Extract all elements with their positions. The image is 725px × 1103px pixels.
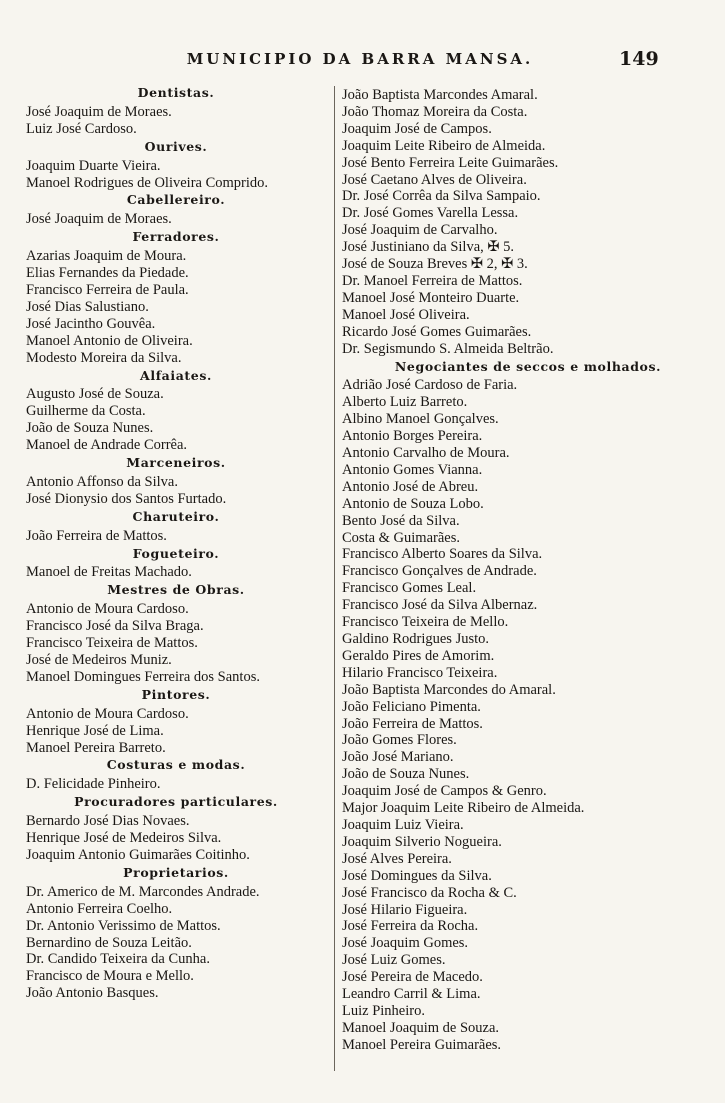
list-entry: Joaquim Silverio Nogueira.	[342, 833, 502, 850]
list-entry: José Francisco da Rocha & C.	[342, 884, 517, 901]
list-entry: José de Souza Breves ✠ 2, ✠ 3.	[342, 256, 528, 273]
list-entry: Luiz Pinheiro.	[342, 1002, 425, 1019]
section-ourives	[26, 139, 326, 192]
list-entry: Joaquim Antonio Guimarães Coitinho.	[26, 846, 250, 863]
section-charuteiro	[26, 509, 326, 545]
list-entry: Antonio Affonso da Silva.	[26, 473, 178, 490]
list-entry: Henrique José de Lima.	[26, 722, 164, 739]
list-entry: João Thomaz Moreira da Costa.	[342, 103, 528, 120]
section-heading: Fogueteiro.	[132, 545, 220, 561]
list-entry: José Domingues da Silva.	[342, 867, 492, 884]
list-entry: João Ferreira de Mattos.	[26, 527, 167, 544]
list-entry: Costa & Guimarães.	[342, 529, 460, 546]
section-heading: Costuras e modas.	[106, 757, 246, 773]
section-heading: Alfaiates.	[140, 367, 212, 383]
list-entry: Manoel de Andrade Corrêa.	[26, 437, 188, 454]
list-entry: Francisco Teixeira de Mello.	[342, 614, 509, 631]
list-entry: Antonio de Moura Cardoso.	[26, 705, 189, 722]
list-entry: D. Felicidade Pinheiro.	[26, 776, 161, 793]
list-entry: José Ferreira da Rocha.	[342, 918, 479, 935]
list-entry: Dr. José Gomes Varella Lessa.	[342, 205, 519, 222]
list-entry: José Bento Ferreira Leite Guimarães.	[342, 154, 559, 171]
list-entry: Albino Manoel Gonçalves.	[342, 411, 499, 428]
list-entry: João Gomes Flores.	[342, 732, 457, 749]
list-entry: Leandro Carril & Lima.	[342, 986, 481, 1003]
list-entry: Manoel Domingues Ferreira dos Santos.	[26, 668, 260, 685]
list-entry: Bernardo José Dias Novaes.	[26, 813, 190, 830]
left-column	[26, 84, 326, 1002]
list-entry: João Baptista Marcondes Amaral.	[342, 87, 538, 103]
list-entry: Antonio Borges Pereira.	[342, 428, 483, 445]
list-entry: Francisco de Moura e Mello.	[26, 968, 194, 985]
list-entry: José Jacintho Gouvêa.	[26, 315, 156, 332]
list-entry: Dr. José Corrêa da Silva Sampaio.	[342, 188, 541, 205]
list-entry: Francisco Teixeira de Mattos.	[26, 635, 198, 652]
section-heading: Proprietarios.	[123, 864, 229, 880]
list-entry: Major Joaquim Leite Ribeiro de Almeida.	[342, 800, 585, 817]
list-entry: Modesto Moreira da Silva.	[26, 349, 182, 366]
list-entry: João Baptista Marcondes do Amaral.	[342, 681, 556, 698]
section-costuras-e-modas	[26, 757, 326, 793]
list-entry: Dr. Americo de M. Marcondes Andrade.	[26, 883, 260, 900]
list-entry: José Alves Pereira.	[342, 850, 452, 867]
list-entry: Francisco Alberto Soares da Silva.	[342, 546, 543, 563]
section-fogueteiro	[26, 546, 326, 582]
list-entry: Antonio Gomes Vianna.	[342, 461, 483, 478]
section-heading: Mestres de Obras.	[107, 582, 245, 598]
list-entry: Manoel Rodrigues de Oliveira Comprido.	[26, 174, 269, 191]
list-entry: Azarias Joaquim de Moura.	[26, 248, 187, 265]
list-entry: Augusto José de Souza.	[26, 386, 164, 403]
list-entry: Bento José da Silva.	[342, 512, 460, 529]
section-alfaiates	[26, 368, 326, 455]
list-entry: Dr. Segismundo S. Almeida Beltrão.	[342, 340, 554, 357]
section-heading: Pintores.	[141, 686, 211, 702]
list-entry: João Ferreira de Mattos.	[342, 715, 483, 732]
section-ferradores	[26, 229, 326, 366]
list-entry: José Luiz Gomes.	[342, 952, 446, 969]
list-entry: Geraldo Pires de Amorim.	[342, 647, 495, 664]
section-heading: Dentistas.	[137, 85, 215, 100]
page-number: 149	[619, 48, 659, 70]
list-entry: Alberto Luiz Barreto.	[342, 394, 468, 411]
list-entry: Joaquim Leite Ribeiro de Almeida.	[342, 137, 546, 154]
list-entry: Joaquim José de Campos & Genro.	[342, 783, 547, 800]
list-entry: Antonio de Moura Cardoso.	[26, 601, 189, 618]
section-heading: Ourives.	[144, 138, 208, 154]
section-procuradores-particulares	[26, 794, 326, 864]
list-entry: João José Mariano.	[342, 749, 454, 766]
list-entry: Antonio Carvalho de Moura.	[342, 445, 510, 462]
list-entry: José Justiniano da Silva, ✠ 5.	[342, 239, 515, 256]
list-entry: Francisco José da Silva Braga.	[26, 618, 204, 635]
section-heading: Ferradores.	[132, 229, 220, 245]
list-entry: Galdino Rodrigues Justo.	[342, 631, 490, 647]
list-entry: Manoel Pereira Barreto.	[26, 739, 166, 756]
section-mestres-de-obras	[26, 582, 326, 685]
list-entry: José Joaquim Gomes.	[342, 935, 469, 952]
list-entry: Antonio José de Abreu.	[342, 478, 479, 495]
section-heading: Marceneiros.	[126, 455, 226, 471]
list-entry: Adrião José Cardoso de Faria.	[342, 377, 518, 394]
list-entry: Dr. Manoel Ferreira de Mattos.	[342, 272, 523, 289]
list-entry: Henrique José de Medeiros Silva.	[26, 830, 222, 847]
list-entry: Manoel de Freitas Machado.	[26, 564, 192, 581]
list-entry: José Dias Salustiano.	[26, 298, 149, 315]
list-entry: João Feliciano Pimenta.	[342, 698, 481, 715]
list-entry: Ricardo José Gomes Guimarães.	[342, 323, 532, 340]
list-entry: José Caetano Alves de Oliveira.	[342, 171, 527, 188]
list-entry: João de Souza Nunes.	[26, 420, 154, 437]
list-entry: José Hilario Figueira.	[342, 901, 468, 918]
section-heading: Cabellereiro.	[126, 192, 226, 208]
section-continued	[342, 87, 714, 358]
list-entry: Luiz José Cardoso.	[26, 120, 137, 137]
section-heading: Charuteiro.	[132, 508, 220, 524]
list-entry: Dr. Antonio Verissimo de Mattos.	[26, 917, 221, 934]
section-dentistas	[26, 85, 326, 138]
list-entry: Manoel Joaquim de Souza.	[342, 1019, 500, 1036]
list-entry: José de Medeiros Muniz.	[26, 652, 172, 668]
list-entry: José Dionysio dos Santos Furtado.	[26, 490, 227, 507]
list-entry: José Joaquim de Carvalho.	[342, 222, 498, 239]
list-entry: Joaquim Duarte Vieira.	[26, 157, 161, 174]
section-heading: Procuradores particulares.	[74, 794, 278, 810]
section-cabellereiro	[26, 192, 326, 228]
list-entry: Dr. Candido Teixeira da Cunha.	[26, 951, 210, 968]
list-entry: Joaquim José de Campos.	[342, 120, 492, 137]
list-entry: Francisco Ferreira de Paula.	[26, 281, 189, 298]
list-entry: José Pereira de Macedo.	[342, 969, 483, 986]
list-entry: Antonio Ferreira Coelho.	[26, 900, 173, 917]
section-negociantes-de-seccos-e-molhados	[342, 359, 714, 1054]
list-entry: João de Souza Nunes.	[342, 766, 470, 783]
page-header: MUNICIPIO DA BARRA MANSA.	[186, 50, 534, 68]
list-entry: José Joaquim de Moraes.	[26, 103, 172, 120]
list-entry: Joaquim Luiz Vieira.	[342, 816, 464, 833]
list-entry: Francisco Gomes Leal.	[342, 580, 477, 597]
list-entry: Hilario Francisco Teixeira.	[342, 664, 498, 681]
list-entry: Manoel José Oliveira.	[342, 306, 470, 323]
list-entry: Bernardino de Souza Leitão.	[26, 934, 192, 951]
list-entry: João Antonio Basques.	[26, 985, 159, 1002]
list-entry: Manoel Pereira Guimarães.	[342, 1036, 502, 1053]
list-entry: Manoel Antonio de Oliveira.	[26, 332, 193, 349]
list-entry: Manoel José Monteiro Duarte.	[342, 289, 520, 306]
list-entry: José Joaquim de Moraes.	[26, 211, 172, 228]
list-entry: Guilherme da Costa.	[26, 403, 146, 420]
column-divider	[334, 86, 335, 1071]
right-column	[342, 87, 714, 1054]
section-pintores	[26, 687, 326, 757]
list-entry: Francisco José da Silva Albernaz.	[342, 597, 538, 614]
list-entry: Francisco Gonçalves de Andrade.	[342, 563, 537, 580]
section-proprietarios	[26, 865, 326, 1002]
section-marceneiros	[26, 455, 326, 508]
list-entry: Antonio de Souza Lobo.	[342, 495, 484, 512]
list-entry: Elias Fernandes da Piedade.	[26, 265, 189, 282]
section-heading: Negociantes de seccos e molhados.	[394, 358, 662, 374]
